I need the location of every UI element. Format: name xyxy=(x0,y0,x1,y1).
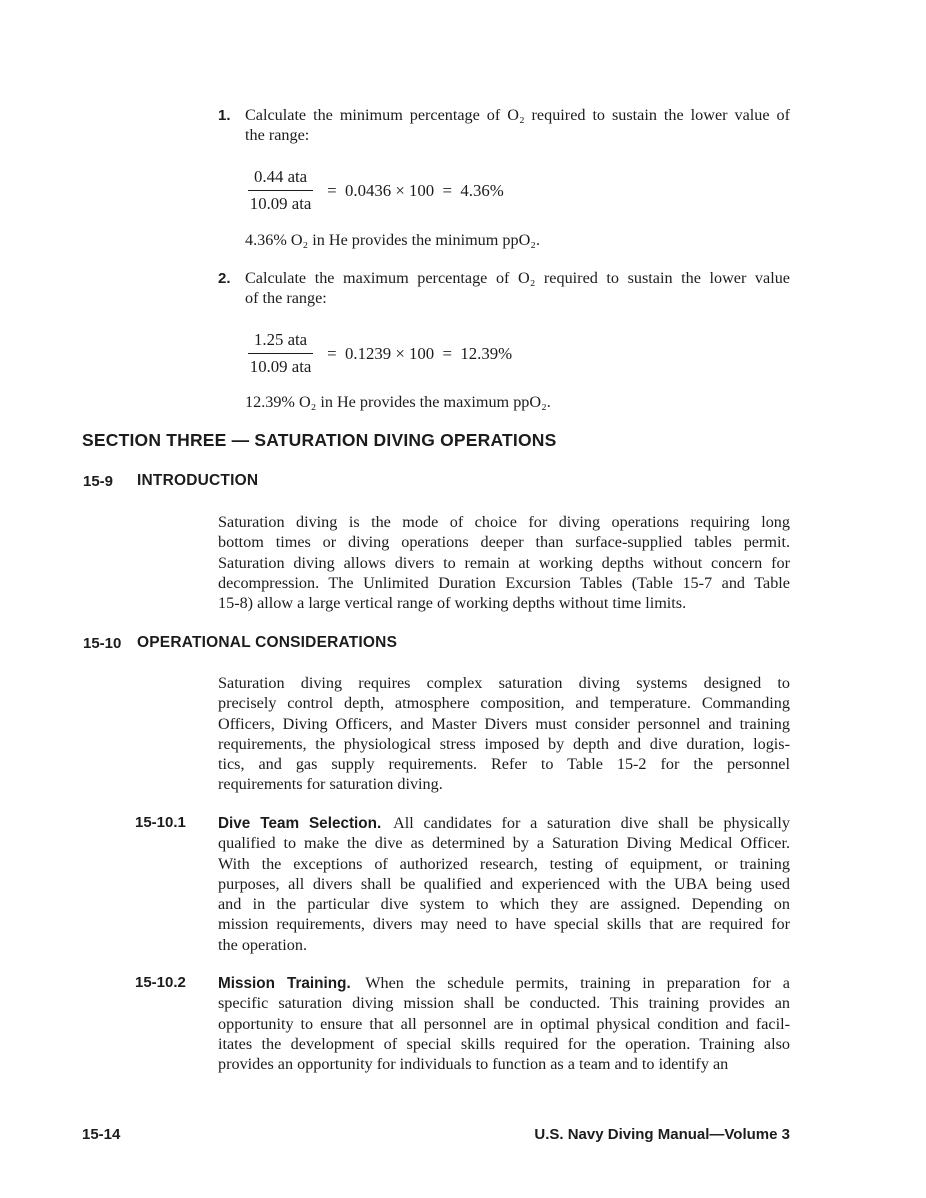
section-15-10-1-number: 15-10.1 xyxy=(135,814,186,831)
equation-2-result: = 0.1239 × 100 = 12.39% xyxy=(327,343,513,363)
section-15-10-1-paragraph xyxy=(218,833,790,955)
section-15-10-title: OPERATIONAL CONSIDERATIONS xyxy=(137,634,398,651)
text-line: Calculate the maximum percentage of O₂ required to sustain the lower value xyxy=(245,269,790,287)
section-15-10-2-first-line-text: When the schedule permits, training in preparation for a xyxy=(365,974,790,992)
fraction-2 xyxy=(248,330,313,377)
fraction-1 xyxy=(248,167,313,214)
text-line: of the range: xyxy=(245,289,327,308)
text-line: qualified to make the dive as determined by a Saturation Diving Medical Officer. xyxy=(218,834,790,853)
section-15-9-title: INTRODUCTION xyxy=(137,472,259,489)
text-line: the operation. xyxy=(218,935,307,954)
section-15-10-1-first-line-text: All candidates for a saturation dive shall be physically xyxy=(393,814,790,832)
text-line: mission requirements, divers may need to have special skills that are required for xyxy=(218,915,790,934)
section-15-10-2-runin-heading: Mission Training. xyxy=(218,975,351,992)
section-15-9-number: 15-9 xyxy=(83,473,114,490)
text-line: Calculate the minimum percentage of O₂ required to sustain the lower value of xyxy=(245,106,790,124)
list-item-2-text xyxy=(245,268,790,309)
text-line: decompression. The Unlimited Duration Excursion Tables (Table 15-7 and Table xyxy=(218,573,790,592)
section-15-10-1-first-line xyxy=(218,813,790,833)
text-line: 15-8) allow a large vertical range of working depths without time limits. xyxy=(218,594,687,613)
text-line: tics, and gas supply requirements. Refer to Table 15-2 for the personnel xyxy=(218,755,790,774)
text-line: precisely control depth, atmosphere composition, and temperature. Commanding xyxy=(218,694,790,713)
list-item-2-number: 2. xyxy=(218,270,231,287)
fraction-2-numerator: 1.25 ata xyxy=(248,330,313,354)
result-line-1: 4.36% O₂ in He provides the minimum ppO₂. xyxy=(245,231,540,249)
text-line: requirements for saturation diving. xyxy=(218,775,443,794)
text-line: With the exceptions of authorized research, testing of equipment, or training xyxy=(218,854,790,873)
footer-page-number: 15-14 xyxy=(82,1126,121,1143)
section-15-10-paragraph xyxy=(218,673,790,795)
fraction-2-denominator: 10.09 ata xyxy=(249,357,312,376)
text-line: purposes, all divers shall be qualified and experienced with the UBA being used xyxy=(218,874,790,893)
footer-manual-title: U.S. Navy Diving Manual—Volume 3 xyxy=(534,1126,790,1143)
text-line: Saturation diving allows divers to remain at working depths without concern for xyxy=(218,553,790,572)
equation-2 xyxy=(248,330,512,377)
text-line: Officers, Diving Officers, and Master Divers must consider personnel and training xyxy=(218,714,790,733)
section-15-10-2-paragraph xyxy=(218,993,790,1074)
section-15-9-paragraph xyxy=(218,512,790,613)
text-line: provides an opportunity for individuals to function as a team and to identify an xyxy=(218,1055,729,1074)
list-item-1-number: 1. xyxy=(218,107,231,124)
text-line: opportunity to ensure that all personnel are in optimal physical condition and facil- xyxy=(218,1014,790,1033)
text-line: requirements, the physiological stress imposed by depth and dive duration, logis- xyxy=(218,734,790,753)
text-line: the range: xyxy=(245,126,310,145)
text-line: itates the development of special skills required for the operation. Training also xyxy=(218,1034,790,1053)
page-footer xyxy=(82,1126,790,1143)
text-line: Saturation diving is the mode of choice for diving operations requiring long xyxy=(218,513,790,531)
text-line: bottom times or diving operations deeper than surface-supplied tables permit. xyxy=(218,533,790,552)
section-15-10-number: 15-10 xyxy=(83,635,122,652)
section-15-10-2-first-line xyxy=(218,973,790,993)
equation-1 xyxy=(248,167,504,214)
section-three-heading: SECTION THREE — SATURATION DIVING OPERATIONS xyxy=(82,430,557,450)
list-item-1-text xyxy=(245,105,790,146)
text-line: and in the particular dive system to which they are assigned. Depending on xyxy=(218,895,790,914)
section-15-10-2-number: 15-10.2 xyxy=(135,974,186,991)
text-line: specific saturation diving mission shall be conducted. This training provides an xyxy=(218,994,790,1013)
result-line-2: 12.39% O₂ in He provides the maximum ppO₂. xyxy=(245,393,551,411)
section-15-10-1-runin-heading: Dive Team Selection. xyxy=(218,815,382,832)
fraction-1-numerator: 0.44 ata xyxy=(248,167,313,191)
text-line: Saturation diving requires complex saturation diving systems designed to xyxy=(218,674,790,692)
fraction-1-denominator: 10.09 ata xyxy=(249,194,312,213)
equation-1-result: = 0.0436 × 100 = 4.36% xyxy=(327,180,504,200)
